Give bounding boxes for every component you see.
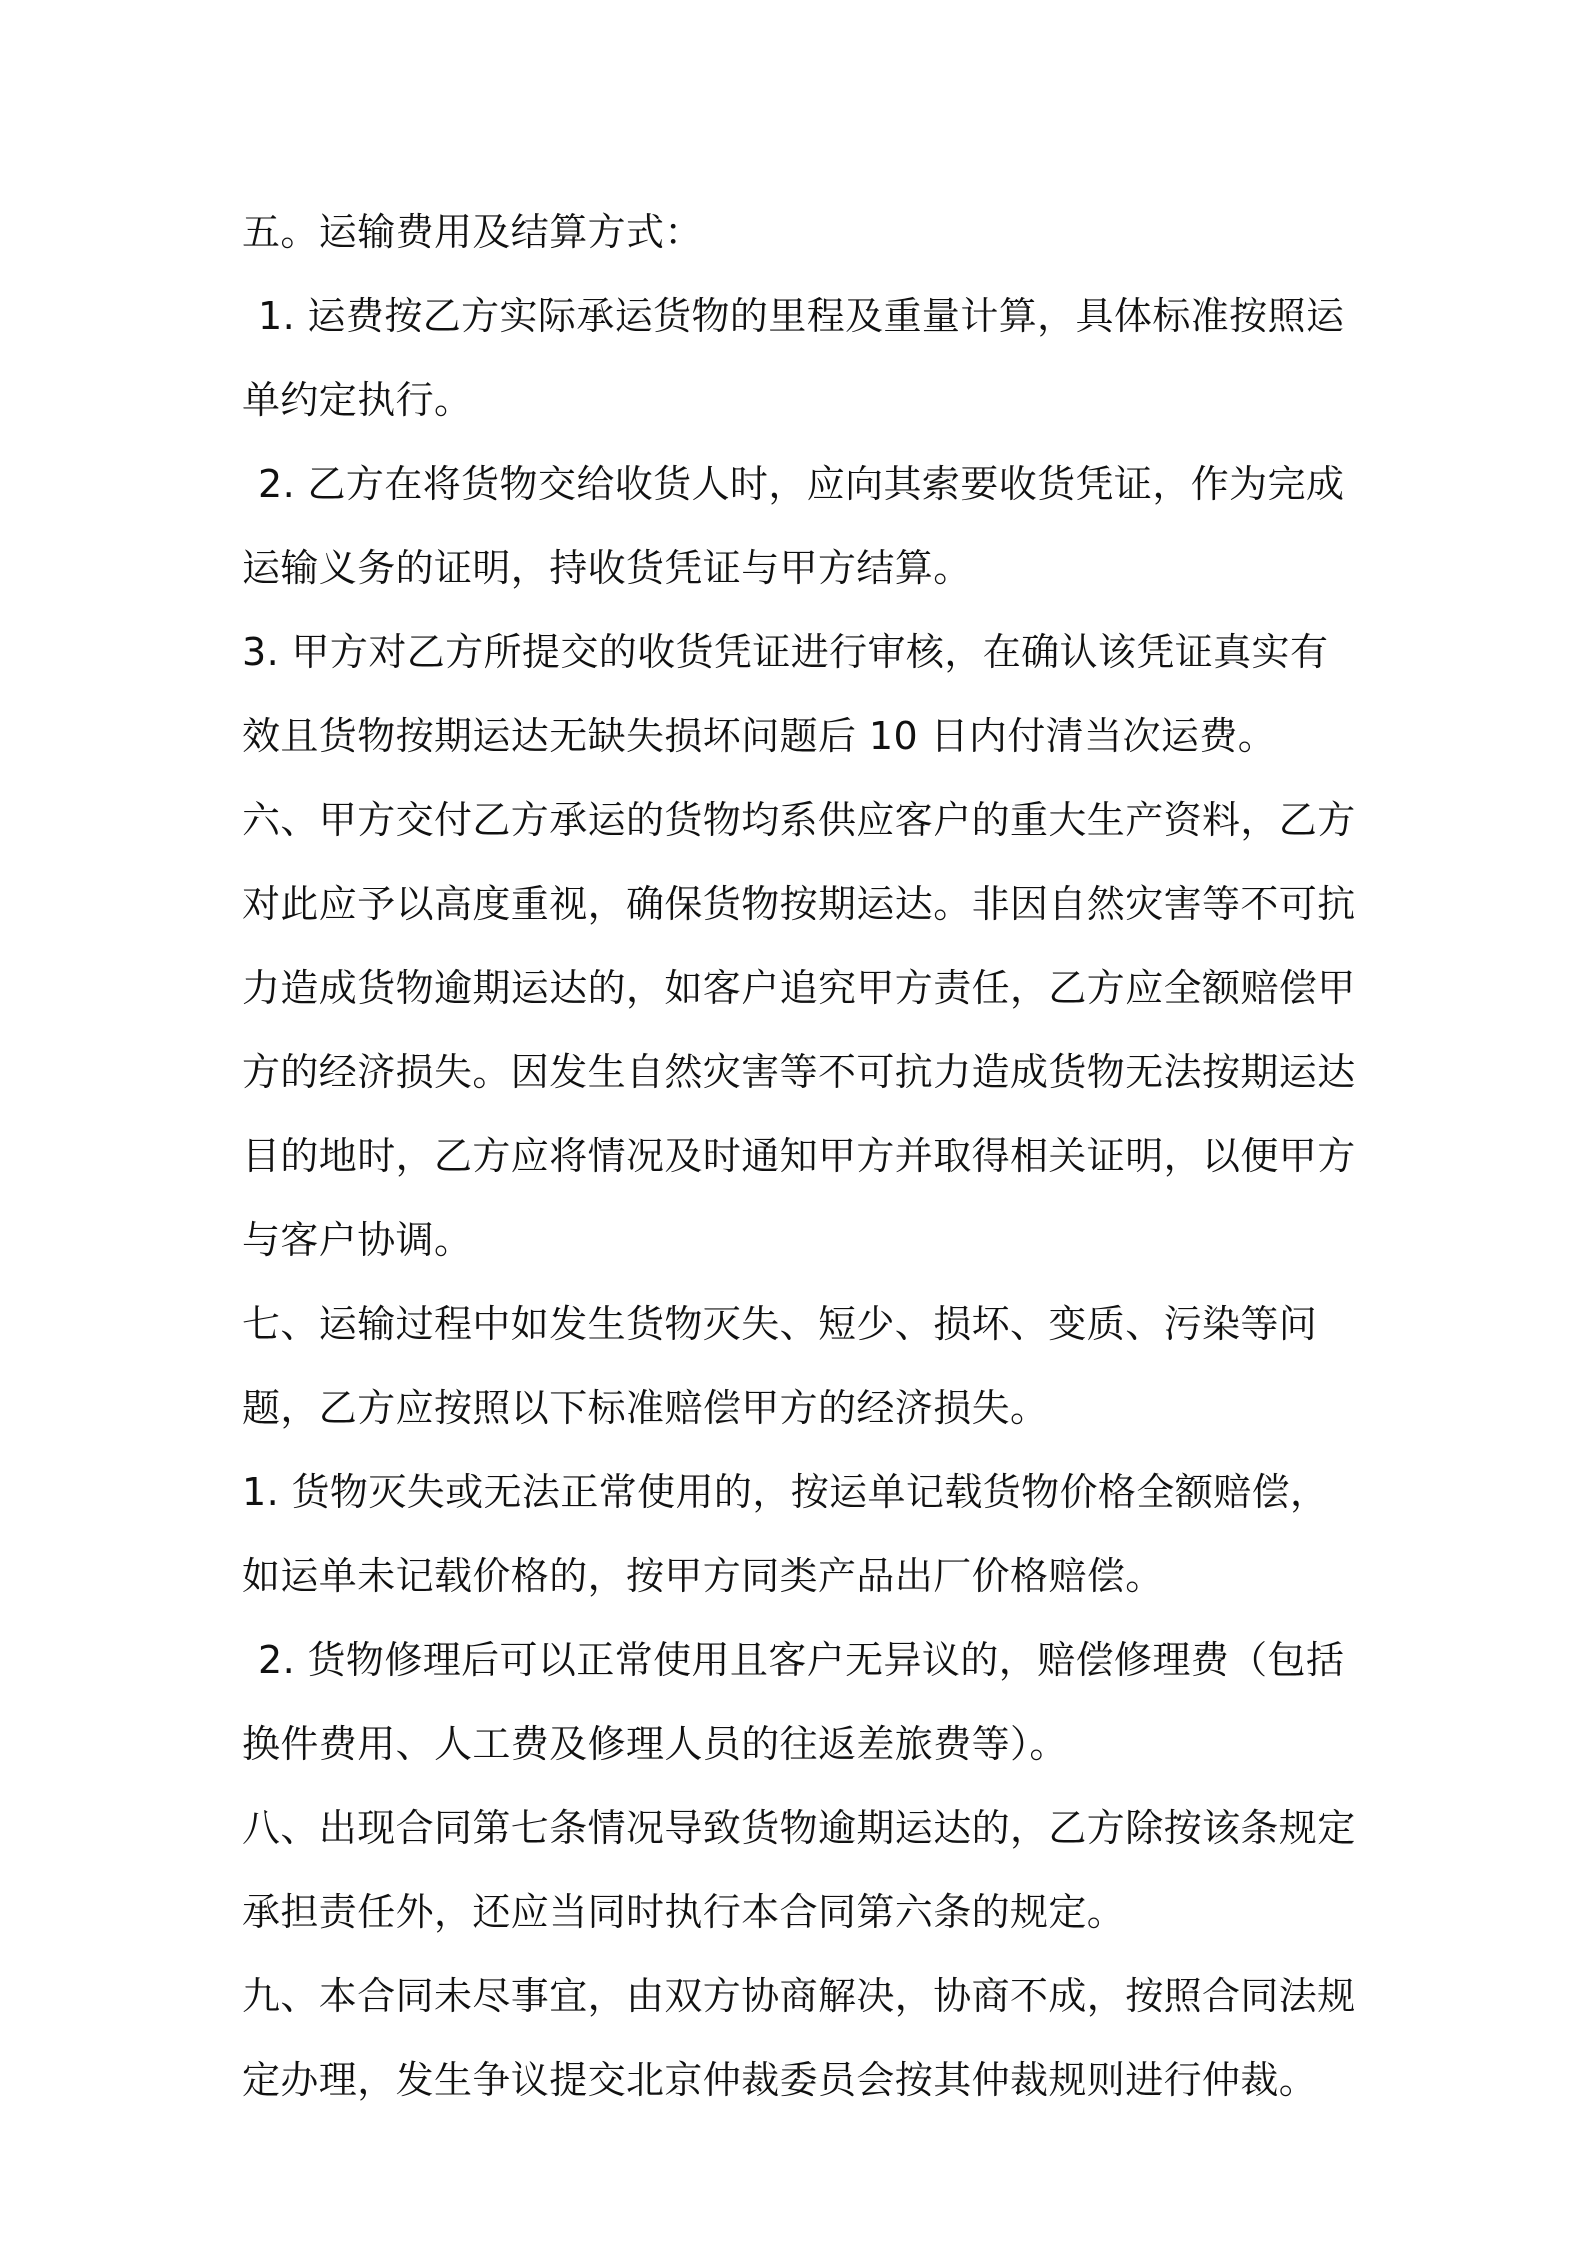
- section-9: 九、本合同未尽事宜，由双方协商解决，协商不成，按照合同法规定办理，发生争议提交北京仲裁委员会按其仲裁规则进行仲裁。: [242, 1974, 1356, 2102]
- document-body: [242, 190, 1362, 2122]
- section-7: 七、运输过程中如发生货物灭失、短少、损坏、变质、污染等问题，乙方应按照以下标准赔偿甲方的经济损失。: [242, 1302, 1318, 1430]
- clause-7-1: 1. 货物灭失或无法正常使用的，按运单记载货物价格全额赔偿，如运单未记载价格的，按甲方同类产品出厂价格赔偿。: [242, 1470, 1329, 1598]
- section-8: 八、出现合同第七条情况导致货物逾期运达的，乙方除按该条规定承担责任外，还应当同时执行本合同第六条的规定。: [242, 1806, 1356, 1934]
- section-5-heading: 五。运输费用及结算方式：: [242, 210, 703, 254]
- clause-5-1: 1. 运费按乙方实际承运货物的里程及重量计算，具体标准按照运单约定执行。: [242, 294, 1345, 422]
- clause-5-3: 3. 甲方对乙方所提交的收货凭证进行审核，在确认该凭证真实有效且货物按期运达无缺失损坏问题后 10 日内付清当次运费。: [242, 630, 1329, 758]
- clause-7-2: 2. 货物修理后可以正常使用且客户无异议的，赔偿修理费（包括换件费用、人工费及修理人员的往返差旅费等）。: [242, 1638, 1345, 1766]
- section-6: 六、甲方交付乙方承运的货物均系供应客户的重大生产资料，乙方对此应予以高度重视，确保货物按期运达。非因自然灾害等不可抗力造成货物逾期运达的，如客户追究甲方责任，乙方应全额赔偿甲方的经济损失。因发生自然灾害等不可抗力造成货物无法按期运达目的地时，乙方应将情况及时通知甲方并取得相关证明，以便甲方与客户协调。: [242, 798, 1356, 1262]
- clause-5-2: 2. 乙方在将货物交给收货人时，应向其索要收货凭证，作为完成运输义务的证明，持收货凭证与甲方结算。: [242, 462, 1345, 590]
